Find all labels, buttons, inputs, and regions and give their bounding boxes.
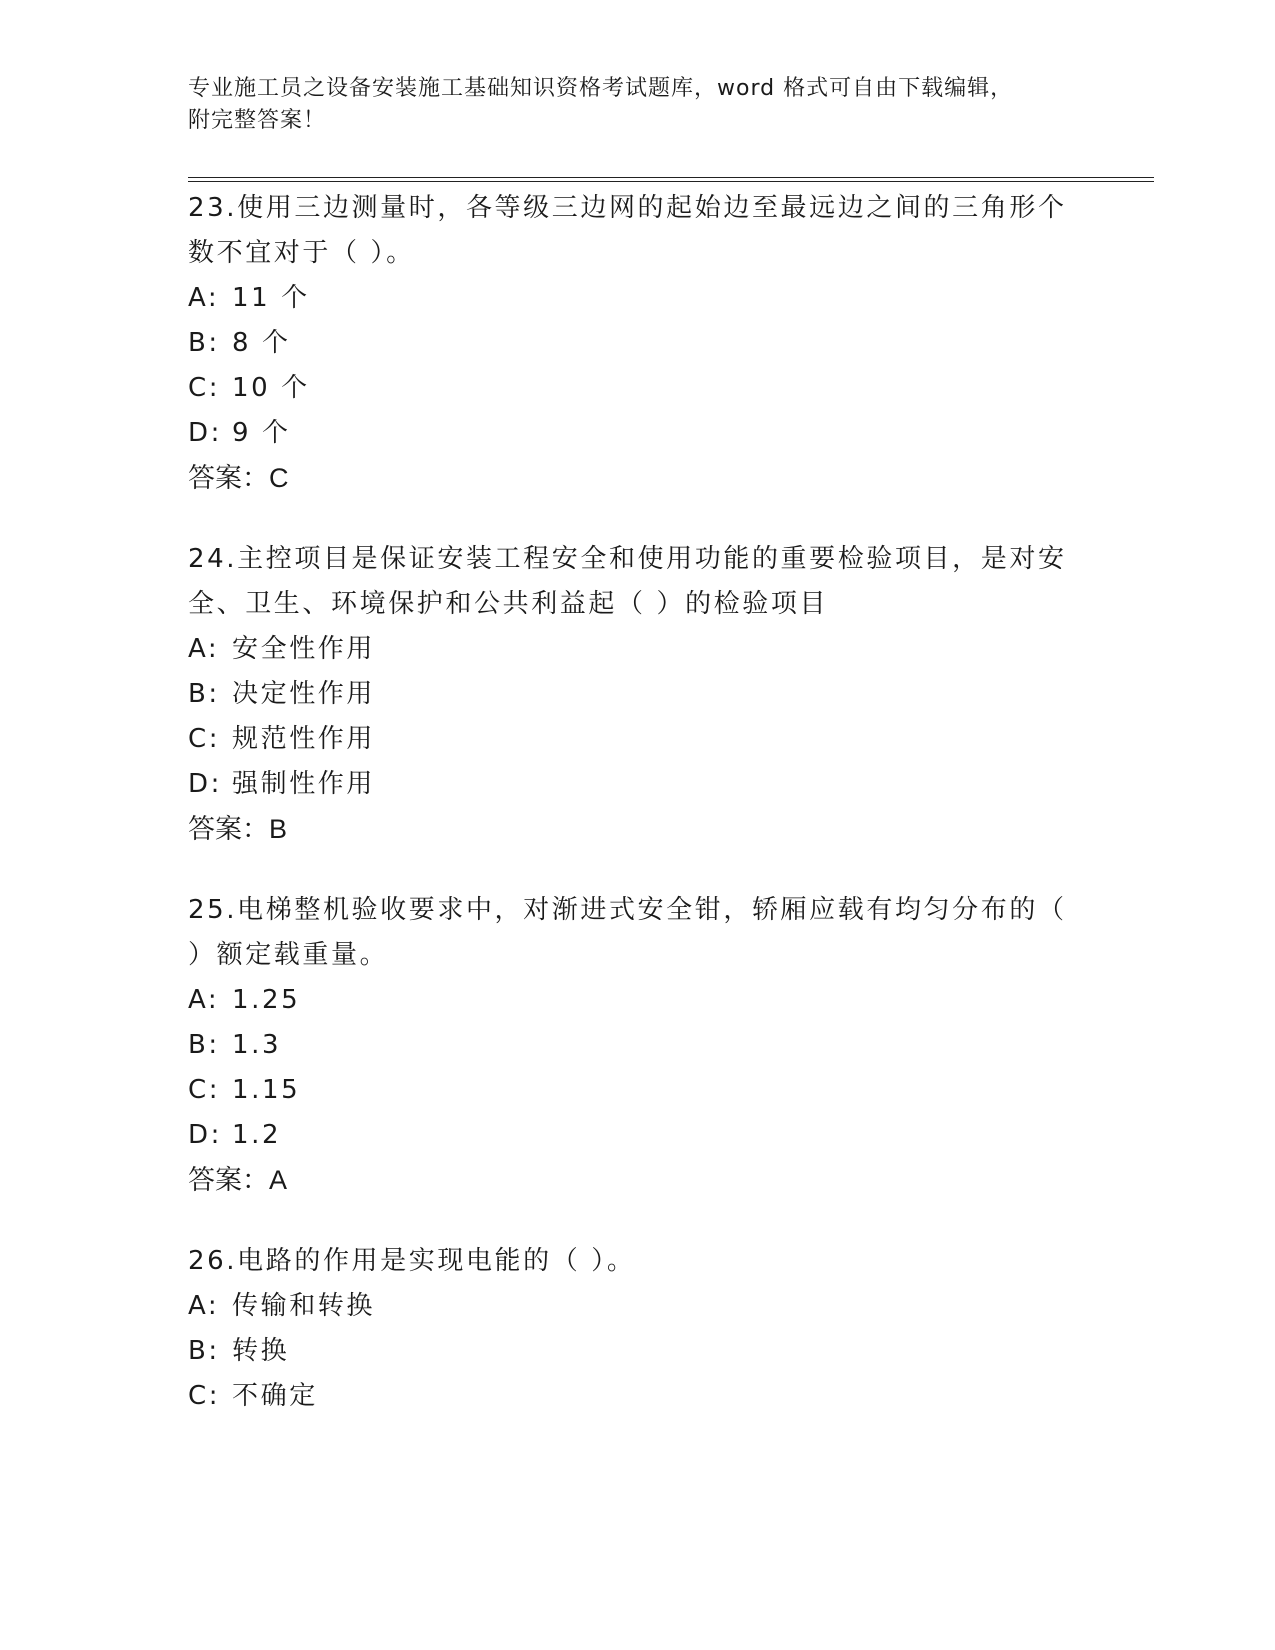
question-stem-line-2: ）额定载重量。 bbox=[188, 940, 389, 970]
option-b bbox=[188, 321, 1088, 366]
option-text: 9 个 bbox=[232, 418, 291, 448]
option-text: 转换 bbox=[232, 1336, 290, 1366]
answer-value: C bbox=[269, 463, 289, 493]
option-d bbox=[188, 1113, 1088, 1158]
question-25 bbox=[188, 888, 1088, 1203]
question-stem bbox=[188, 537, 1088, 627]
option-c bbox=[188, 1068, 1088, 1113]
option-letter: A: bbox=[188, 283, 220, 313]
option-letter: A: bbox=[188, 985, 220, 1015]
question-stem-line-1: 23.使用三边测量时，各等级三边网的起始边至最远边之间的三角形个 bbox=[188, 193, 1067, 223]
option-letter: C: bbox=[188, 373, 221, 403]
option-list bbox=[188, 276, 1088, 456]
option-b bbox=[188, 1023, 1088, 1068]
option-c bbox=[188, 366, 1088, 411]
option-b bbox=[188, 672, 1088, 717]
question-stem-line-2: 全、卫生、环境保护和公共利益起（ ）的检验项目 bbox=[188, 589, 829, 619]
option-letter: B: bbox=[188, 1336, 220, 1366]
option-text: 10 个 bbox=[232, 373, 310, 403]
option-d bbox=[188, 411, 1088, 456]
answer-line bbox=[188, 456, 1088, 501]
option-letter: B: bbox=[188, 1030, 220, 1060]
option-text: 1.2 bbox=[232, 1120, 282, 1150]
option-text: 规范性作用 bbox=[232, 724, 376, 754]
question-stem bbox=[188, 888, 1088, 978]
header-line-2: 附完整答案！ bbox=[188, 108, 327, 133]
option-letter: B: bbox=[188, 328, 220, 358]
header-line-1: 专业施工员之设备安装施工基础知识资格考试题库，word 格式可自由下载编辑， bbox=[188, 76, 1014, 101]
option-list bbox=[188, 627, 1088, 807]
option-b bbox=[188, 1329, 1088, 1374]
option-text: 安全性作用 bbox=[232, 634, 376, 664]
question-stem bbox=[188, 186, 1088, 276]
option-text: 传输和转换 bbox=[232, 1291, 376, 1321]
question-26 bbox=[188, 1239, 1088, 1419]
header-divider bbox=[188, 177, 1154, 182]
option-letter: B: bbox=[188, 679, 220, 709]
option-list bbox=[188, 1284, 1088, 1419]
answer-label: 答案： bbox=[188, 1165, 269, 1196]
answer-value: B bbox=[269, 814, 288, 844]
option-letter: C: bbox=[188, 1075, 221, 1105]
option-text: 8 个 bbox=[232, 328, 291, 358]
option-text: 不确定 bbox=[232, 1381, 318, 1411]
option-text: 1.3 bbox=[232, 1030, 282, 1060]
option-letter: C: bbox=[188, 1381, 221, 1411]
answer-line bbox=[188, 807, 1088, 852]
option-letter: C: bbox=[188, 724, 221, 754]
question-stem-line-1: 24.主控项目是保证安装工程安全和使用功能的重要检验项目，是对安 bbox=[188, 544, 1067, 574]
document-header bbox=[188, 73, 1088, 137]
question-24 bbox=[188, 537, 1088, 852]
answer-line bbox=[188, 1158, 1088, 1203]
option-text: 1.15 bbox=[232, 1075, 301, 1105]
question-23 bbox=[188, 186, 1088, 501]
option-text: 1.25 bbox=[232, 985, 301, 1015]
option-a bbox=[188, 276, 1088, 321]
option-a bbox=[188, 1284, 1088, 1329]
question-stem-line-1: 26.电路的作用是实现电能的（ ）。 bbox=[188, 1246, 636, 1276]
question-stem bbox=[188, 1239, 1088, 1284]
question-stem-line-2: 数不宜对于（ ）。 bbox=[188, 238, 415, 268]
option-letter: D: bbox=[188, 1120, 222, 1150]
option-a bbox=[188, 978, 1088, 1023]
option-d bbox=[188, 762, 1088, 807]
answer-value: A bbox=[269, 1165, 288, 1195]
option-text: 11 个 bbox=[232, 283, 310, 313]
option-letter: D: bbox=[188, 769, 222, 799]
answer-label: 答案： bbox=[188, 814, 269, 845]
option-text: 强制性作用 bbox=[232, 769, 376, 799]
option-letter: A: bbox=[188, 1291, 220, 1321]
option-letter: D: bbox=[188, 418, 222, 448]
option-text: 决定性作用 bbox=[232, 679, 376, 709]
option-list bbox=[188, 978, 1088, 1158]
option-c bbox=[188, 717, 1088, 762]
question-list bbox=[188, 186, 1088, 1455]
question-stem-line-1: 25.电梯整机验收要求中，对渐进式安全钳，轿厢应载有均匀分布的（ bbox=[188, 895, 1067, 925]
option-letter: A: bbox=[188, 634, 220, 664]
answer-label: 答案： bbox=[188, 463, 269, 494]
option-c bbox=[188, 1374, 1088, 1419]
option-a bbox=[188, 627, 1088, 672]
